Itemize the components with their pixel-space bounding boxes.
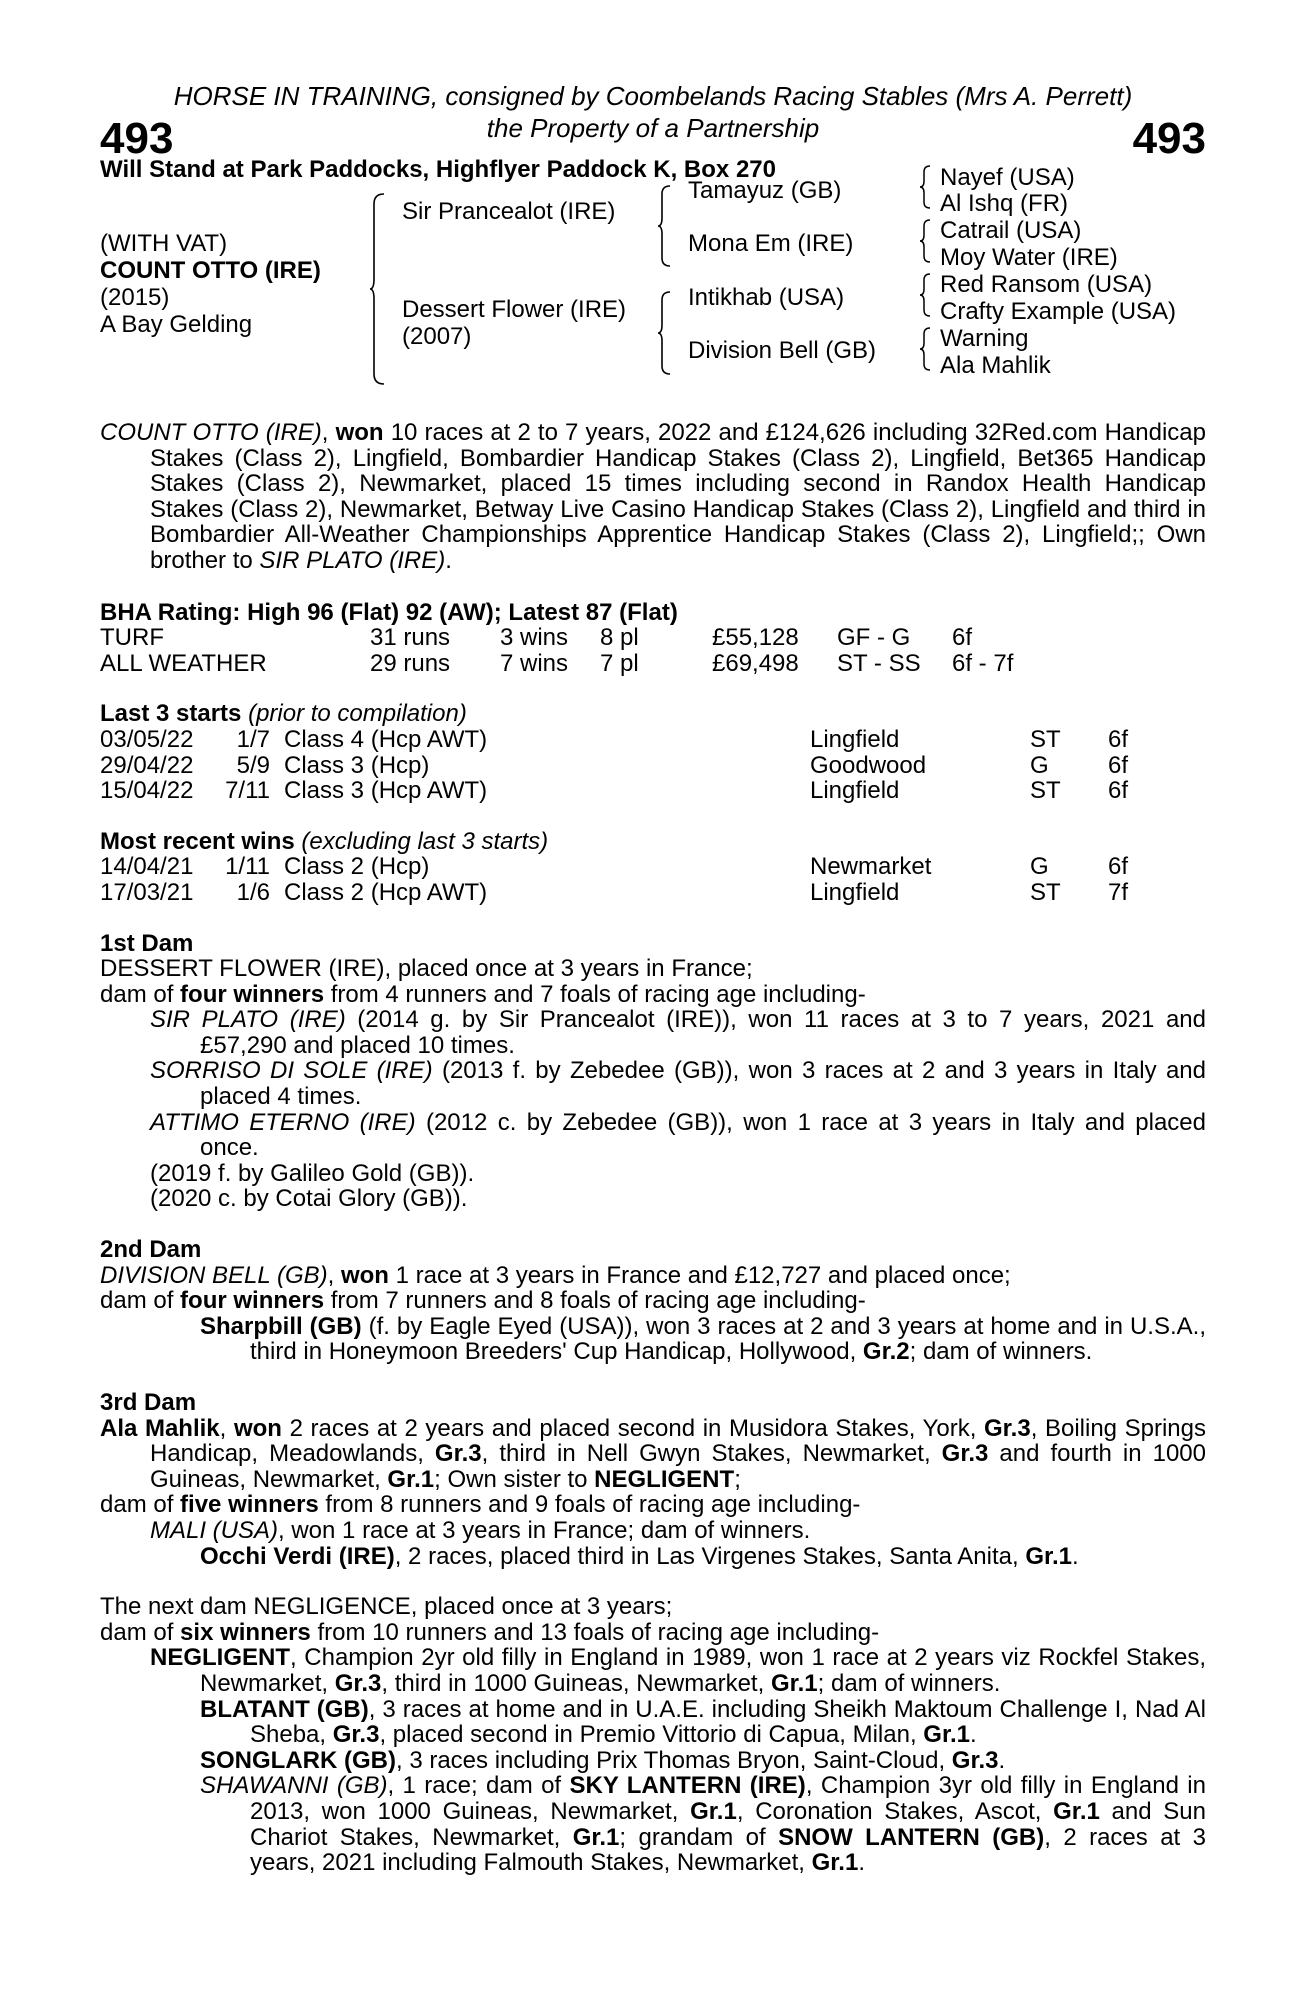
rating-dist: 6f — [952, 624, 973, 652]
dam: Dessert Flower (IRE) — [402, 296, 627, 323]
bracket-g34 — [920, 220, 934, 262]
rating-title: BHA Rating: High 96 (Flat) 92 (AW); Latest 87 (Flat) — [100, 598, 678, 626]
rating-surface: TURF — [100, 624, 164, 652]
recent-win-course: Lingfield — [810, 878, 900, 906]
foaling-year: (2015) — [100, 284, 170, 311]
last-starts-title: Last 3 starts — [100, 700, 242, 728]
last-start-cls: Class 3 (Hcp) — [284, 751, 430, 779]
recent-win-cls: Class 2 (Hcp) — [284, 853, 430, 881]
great-grandsire-2: Al Ishq (FR) — [940, 190, 1069, 217]
lot-number-left: 493 — [100, 114, 174, 163]
third-dam-grandoffspring-1: Occhi Verdi (IRE), 2 races, placed third in Las Virgenes Stakes, Santa Anita, Gr.1. — [200, 1542, 1079, 1570]
sire-sire: Tamayuz (GB) — [688, 177, 842, 204]
summary-brother: SIR PLATO (IRE) — [259, 546, 446, 574]
last-start-pos: 7/11 — [225, 777, 270, 805]
great-grandsire-6: Crafty Example (USA) — [940, 298, 1177, 325]
rating-runs: 29 runs — [370, 649, 451, 677]
rating-pl: 7 pl — [600, 649, 639, 677]
catalogue-page — [100, 80, 1206, 1876]
bracket-g56 — [920, 274, 934, 316]
third-dam-section — [100, 1390, 1206, 1569]
last-start-going: G — [1030, 751, 1049, 779]
recent-win-date: 17/03/21 — [100, 878, 194, 906]
first-dam-offspring-2: SORRISO DI SOLE (IRE) (2013 f. by Zebedee (GB)), won 3 races at 2 and 3 years in Italy and placed 4 times. — [150, 1057, 1206, 1111]
first-dam-section — [100, 931, 1206, 1213]
recent-wins-subtitle: (excluding last 3 starts) — [301, 827, 549, 855]
summary-text: 10 races at 2 to 7 years, 2022 and £124,626 including 32Red.com Handicap Stakes (Class 2), Lingfield, Bombardier Handicap Stakes (Class 2), Lingfield, Bet365 Handicap Stakes (Class 2), Newmarket, placed 15 times including second in Randox Health Handicap Stakes (Class 2), Newmarket, Betway Live Casino Handicap Stakes (Class 2), Lingfield and third in Bombardier All-Weather Championships Apprentice Handicap Stakes (Class 2), Lingfield;; Own brother to — [150, 419, 1206, 574]
third-dam-offspring-1: MALI (USA), won 1 race at 3 years in France; dam of winners. — [150, 1516, 811, 1544]
last-starts-section — [100, 701, 1206, 803]
last-start-dist: 6f — [1108, 725, 1129, 753]
next-dam-section — [100, 1594, 1206, 1876]
last-start-row — [100, 753, 1206, 779]
great-grandsire-8: Ala Mahlik — [940, 352, 1051, 379]
last-start-date: 15/04/22 — [100, 777, 194, 805]
rating-dist: 6f - 7f — [952, 649, 1014, 677]
recent-win-going: ST — [1030, 878, 1061, 906]
last-start-cls: Class 3 (Hcp AWT) — [284, 777, 488, 805]
recent-win-pos: 1/6 — [236, 878, 270, 906]
great-grandsire-1: Nayef (USA) — [940, 164, 1075, 191]
first-dam-offspring-4: (2019 f. by Galileo Gold (GB)). — [150, 1159, 475, 1187]
next-dam-offspring-3: SONGLARK (GB), 3 races including Prix Thomas Bryon, Saint-Cloud, Gr.3. — [200, 1746, 1006, 1774]
sire-dam: Mona Em (IRE) — [688, 230, 854, 257]
third-dam-title: 3rd Dam — [100, 1389, 197, 1416]
last-start-course: Lingfield — [810, 777, 900, 805]
last-start-dist: 6f — [1108, 751, 1129, 779]
second-dam-section — [100, 1237, 1206, 1365]
first-dam-offspring-1: SIR PLATO (IRE) (2014 g. by Sir Prancealot (IRE)), won 11 races at 3 to 7 years, 2021 and £57,290 and placed 10 times. — [150, 1006, 1206, 1059]
second-dam-line: DIVISION BELL (GB), won 1 race at 3 years in France and £12,727 and placed once; — [100, 1261, 1011, 1289]
stand-location: Will Stand at Park Paddocks, Highflyer Paddock K, Box 270 — [100, 156, 776, 183]
last-start-date: 03/05/22 — [100, 725, 194, 753]
first-dam-offspring-3: ATTIMO ETERNO (IRE) (2012 c. by Zebedee (GB)), won 1 race at 3 years in Italy and placed once. — [150, 1108, 1206, 1162]
first-dam-title: 1st Dam — [100, 929, 194, 957]
rating-runs: 31 runs — [370, 624, 451, 652]
next-dam-produce: dam of six winners from 10 runners and 13 foals of racing age including- — [100, 1618, 880, 1646]
recent-win-row — [100, 854, 1206, 880]
last-start-dist: 6f — [1108, 777, 1129, 805]
vat-note: (WITH VAT) — [100, 230, 228, 257]
great-grandsire-4: Moy Water (IRE) — [940, 244, 1118, 271]
rating-pl: 8 pl — [600, 624, 639, 652]
horse-description: A Bay Gelding — [100, 311, 253, 338]
last-start-pos: 1/7 — [236, 725, 270, 753]
recent-win-cls: Class 2 (Hcp AWT) — [284, 878, 488, 906]
last-start-course: Lingfield — [810, 725, 900, 753]
first-dam-line: DESSERT FLOWER (IRE), placed once at 3 years in France; — [100, 955, 753, 983]
sire-dam-bracket — [370, 194, 390, 384]
summary-won: won — [335, 419, 384, 446]
recent-win-going: G — [1030, 853, 1049, 881]
next-dam-offspring-2: BLATANT (GB), 3 races at home and in U.A.E. including Sheikh Maktoum Challenge I, Nad Al Sheba, Gr.3, placed second in Premio Vittorio di Capua, Milan, Gr.1. — [200, 1695, 1207, 1749]
race-summary: COUNT OTTO (IRE), won 10 races at 2 to 7 years, 2022 and £124,626 including 32Red.com Handicap Stakes (Class 2), Lingfield, Bombardier Handicap Stakes (Class 2), Lingfield, Bet365 Handicap Stakes (Class 2), Newmarket, placed 15 times including second in Randox Health Handicap Stakes (Class 2), Newmarket, Betway Live Casino Handicap Stakes (Class 2), Lingfield and third in Bombardier All-Weather Championships Apprentice Handicap Stakes (Class 2), Lingfield;; Own brother to SIR PLATO (IRE). — [100, 419, 1206, 574]
last-start-row — [100, 778, 1206, 804]
next-dam-offspring-1: NEGLIGENT, Champion 2yr old filly in England in 1989, won 1 race at 2 years viz Rockfel Stakes, Newmarket, Gr.3, third in 1000 Guineas, Newmarket, Gr.1; dam of winners. — [150, 1644, 1206, 1697]
rating-money: £55,128 — [712, 624, 799, 652]
first-dam-produce: dam of four winners from 4 runners and 7 foals of racing age including- — [100, 980, 866, 1008]
lot-number-right: 493 — [1132, 114, 1206, 163]
rating-going: GF - G — [837, 624, 911, 652]
dam-parents-bracket — [658, 292, 674, 374]
second-dam-produce: dam of four winners from 7 runners and 8 foals of racing age including- — [100, 1287, 866, 1315]
third-dam-line: Ala Mahlik, won 2 races at 2 years and placed second in Musidora Stakes, York, Gr.3, Boiling Springs Handicap, Meadowlands, Gr.3, third in Nell Gwyn Stakes, Newmarket, Gr.3 and fourth in 1000 Guineas, Newmarket, Gr.1; Own sister to NEGLIGENT; — [100, 1414, 1207, 1493]
rating-going: ST - SS — [837, 649, 921, 677]
dam-year: (2007) — [402, 323, 472, 350]
last-start-going: ST — [1030, 725, 1061, 753]
rating-section — [100, 600, 1206, 677]
recent-wins-title: Most recent wins — [100, 827, 295, 855]
last-start-pos: 5/9 — [236, 751, 270, 779]
rating-row — [100, 625, 1206, 651]
last-starts-subtitle: (prior to compilation) — [248, 700, 467, 728]
rating-surface: ALL WEATHER — [100, 649, 267, 677]
bracket-g78 — [920, 328, 934, 370]
recent-win-row — [100, 880, 1206, 906]
recent-win-course: Newmarket — [810, 853, 932, 881]
rating-wins: 3 wins — [500, 624, 569, 652]
rating-wins: 7 wins — [500, 649, 569, 677]
last-start-date: 29/04/22 — [100, 751, 194, 779]
third-dam-produce: dam of five winners from 8 runners and 9 foals of racing age including- — [100, 1491, 861, 1519]
last-start-course: Goodwood — [810, 751, 927, 779]
bracket-g12 — [920, 166, 934, 208]
great-grandsire-3: Catrail (USA) — [940, 217, 1082, 244]
summary-horse-name: COUNT OTTO (IRE) — [100, 419, 322, 446]
recent-win-date: 14/04/21 — [100, 853, 194, 881]
recent-win-pos: 1/11 — [225, 853, 270, 881]
recent-wins-section — [100, 829, 1206, 906]
next-dam-offspring-4: SHAWANNI (GB), 1 race; dam of SKY LANTERN (IRE), Champion 3yr old filly in England in 2013, won 1000 Guineas, Newmarket, Gr.1, Coronation Stakes, Ascot, Gr.1 and Sun Chariot Stakes, Newmarket, Gr.1; grandam of SNOW LANTERN (GB), 2 races at 3 years, 2021 including Falmouth Stakes, Newmarket, Gr.1. — [200, 1772, 1207, 1877]
rating-row — [100, 651, 1206, 677]
dam-sire: Intikhab (USA) — [688, 284, 845, 311]
sire-parents-bracket — [658, 186, 674, 266]
sire: Sir Prancealot (IRE) — [402, 198, 616, 225]
last-start-going: ST — [1030, 777, 1061, 805]
recent-win-dist: 7f — [1108, 878, 1129, 906]
consignor-line: HORSE IN TRAINING, consigned by Coombelands Racing Stables (Mrs A. Perrett) — [173, 81, 1133, 111]
great-grandsire-7: Warning — [940, 325, 1029, 352]
last-start-cls: Class 4 (Hcp AWT) — [284, 725, 488, 753]
next-dam-line: The next dam NEGLIGENCE, placed once at 3 years; — [100, 1593, 673, 1621]
great-grandsire-5: Red Ransom (USA) — [940, 271, 1153, 298]
ownership-line: the Property of a Partnership — [486, 113, 820, 143]
recent-win-dist: 6f — [1108, 853, 1129, 881]
last-start-row — [100, 727, 1206, 753]
second-dam-offspring-1: Sharpbill (GB) (f. by Eagle Eyed (USA)), won 3 races at 2 and 3 years at home and in U.S.A., third in Honeymoon Breeders' Cup Handicap, Hollywood, Gr.2; dam of winners. — [200, 1312, 1206, 1366]
first-dam-offspring-5: (2020 c. by Cotai Glory (GB)). — [150, 1185, 468, 1213]
second-dam-title: 2nd Dam — [100, 1236, 202, 1264]
rating-money: £69,498 — [712, 649, 799, 677]
dam-dam: Division Bell (GB) — [688, 337, 877, 364]
horse-name: COUNT OTTO (IRE) — [100, 257, 321, 284]
